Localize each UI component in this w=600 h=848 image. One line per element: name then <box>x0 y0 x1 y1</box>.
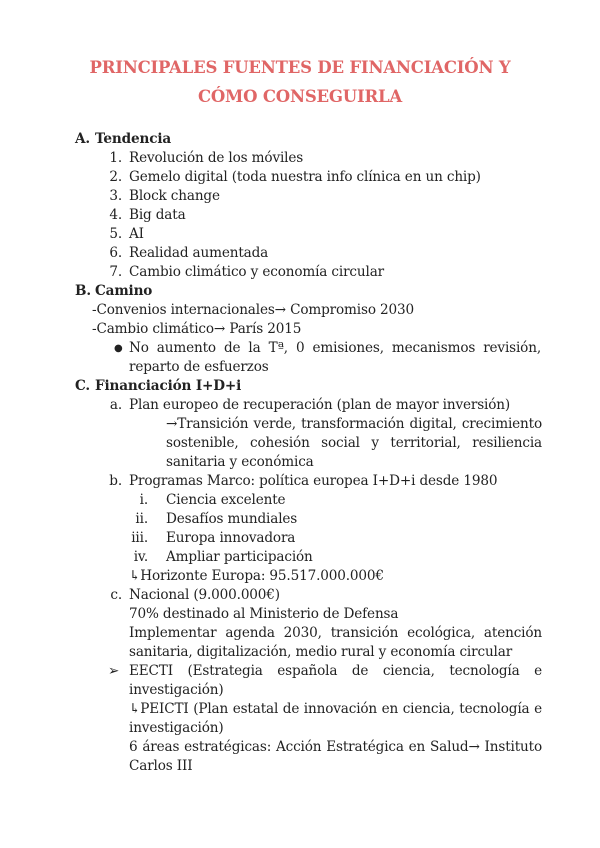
list-item: Big data <box>129 207 186 223</box>
list-item-marker: 5. <box>109 226 122 242</box>
list-item-marker: 1. <box>109 150 122 166</box>
list-item: Revolución de los móviles <box>129 150 304 166</box>
horizonte-europa: ↳Horizonte Europa: 95.517.000.000€ <box>129 568 384 584</box>
list-item: Gemelo digital (toda nuestra info clínica en un chip) <box>129 169 481 185</box>
section-a-marker: A. <box>75 131 90 147</box>
item-a-detail: →Transición verde, transformación digital, crecimiento sostenible, cohesión social y territorial, resiliencia sanitaria y económica <box>166 416 542 470</box>
list-item: Cambio climático y economía circular <box>129 264 385 280</box>
camino-bullet: No aumento de la Tª, 0 emisiones, mecanismos revisión, reparto de esfuerzos <box>129 340 541 375</box>
item-c-line-3: Implementar agenda 2030, transición ecológica, atención sanitaria, digitalización, medio rural y economía circular <box>129 625 542 660</box>
arrow-bullet-icon: ➢ <box>108 663 120 679</box>
list-item: AI <box>129 226 144 242</box>
roman-marker: iii. <box>131 530 148 546</box>
page-title: PRINCIPALES FUENTES DE FINANCIACIÓN Y CÓMO CONSEGUIRLA <box>89 58 511 106</box>
list-item-marker: 3. <box>109 188 122 204</box>
roman-marker: iv. <box>133 549 148 565</box>
list-item-marker: 7. <box>109 264 122 280</box>
roman-item: Ciencia excelente <box>166 492 286 508</box>
item-c-text: Nacional (9.000.000€) <box>129 587 280 603</box>
list-item-marker: 6. <box>109 245 122 261</box>
roman-item: Desafíos mundiales <box>166 511 298 527</box>
areas-estrategicas: 6 áreas estratégicas: Acción Estratégica en Salud→ Instituto Carlos III <box>129 739 542 774</box>
section-b-marker: B. <box>75 283 91 299</box>
item-a-text: Plan europeo de recuperación (plan de mayor inversión) <box>129 397 511 413</box>
roman-item: Europa innovadora <box>166 530 296 546</box>
item-c-line-2: 70% destinado al Ministerio de Defensa <box>129 606 399 622</box>
roman-item: Ampliar participación <box>166 549 313 565</box>
section-b-heading: Camino <box>95 283 153 299</box>
list-item: Block change <box>129 188 220 204</box>
section-c-heading: Financiación I+D+i <box>95 378 242 394</box>
eecti-text: EECTI (Estrategia española de ciencia, tecnología e investigación) <box>129 663 542 698</box>
peicti-text: ↳PEICTI (Plan estatal de innovación en ciencia, tecnología e investigación) <box>129 701 542 736</box>
item-b-marker: b. <box>109 473 122 489</box>
roman-marker: i. <box>139 492 148 508</box>
item-c-marker: c. <box>110 587 122 603</box>
bullet-icon: ● <box>114 343 123 354</box>
roman-marker: ii. <box>135 511 148 527</box>
section-c-marker: C. <box>75 378 91 394</box>
item-b-text: Programas Marco: política europea I+D+i desde 1980 <box>129 473 498 489</box>
section-a-heading: Tendencia <box>95 131 172 147</box>
list-item-marker: 4. <box>109 207 122 223</box>
camino-line-2: -Cambio climático→ París 2015 <box>92 321 302 337</box>
camino-line-1: -Convenios internacionales→ Compromiso 2030 <box>92 302 415 318</box>
list-item: Realidad aumentada <box>129 245 269 261</box>
list-item-marker: 2. <box>109 169 122 185</box>
item-a-marker: a. <box>109 397 122 413</box>
